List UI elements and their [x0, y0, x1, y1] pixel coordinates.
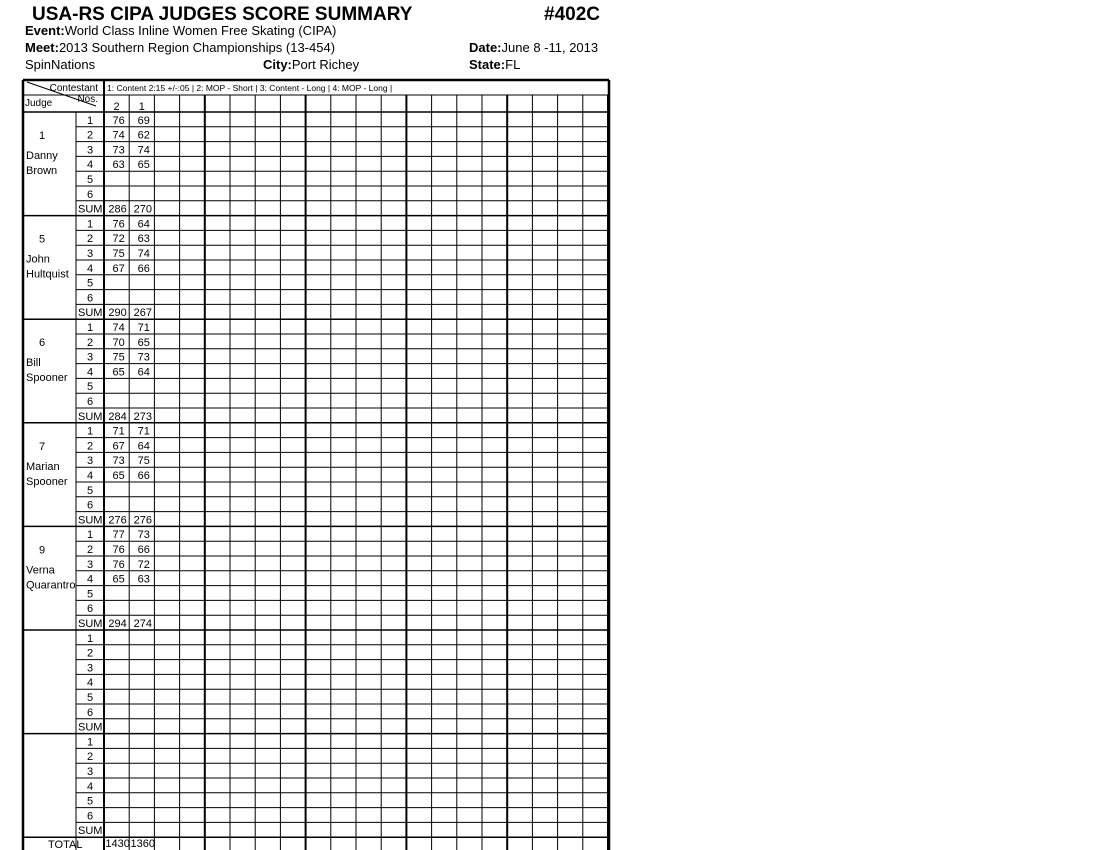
city-label: City:: [263, 57, 292, 72]
score-cell: 72: [112, 233, 125, 246]
row-label: SUM: [78, 618, 103, 630]
score-cell: 63: [112, 159, 125, 172]
sum-cell: 270: [133, 203, 152, 216]
contestant-number: 1: [138, 101, 145, 113]
sum-cell: 294: [108, 618, 127, 630]
sum-cell: 273: [133, 410, 152, 423]
score-cell: 66: [137, 470, 150, 482]
row-label: 1: [86, 736, 94, 749]
score-cell: 63: [137, 573, 150, 586]
score-cell: 76: [112, 114, 125, 127]
sum-cell: 290: [108, 307, 127, 320]
score-cell: 75: [112, 248, 125, 260]
row-label: 4: [86, 780, 94, 793]
corner-nos-label: Nos.: [77, 94, 98, 105]
state-value: FL: [505, 57, 521, 72]
row-label: 3: [86, 144, 94, 157]
total-label: TOTAL: [48, 839, 83, 850]
score-cell: 65: [112, 470, 125, 482]
judge-number: 6: [38, 337, 46, 350]
row-label: 4: [86, 470, 94, 482]
row-label: 2: [86, 336, 94, 349]
score-cell: 71: [112, 425, 125, 438]
row-label: 5: [86, 381, 94, 394]
score-cell: 67: [112, 262, 125, 275]
meet-value: 2013 Southern Region Championships (13-454): [58, 40, 336, 55]
row-label: 4: [86, 573, 94, 586]
score-cell: 73: [112, 144, 125, 157]
score-cell: 71: [137, 322, 150, 334]
row-label: 3: [86, 455, 94, 468]
row-label: 2: [86, 751, 94, 764]
row-label: 6: [86, 499, 94, 512]
judge-first-name: Verna: [26, 564, 55, 577]
score-cell: 66: [137, 262, 150, 275]
date-value: June 8 -11, 2013: [501, 40, 599, 55]
score-cell: 66: [137, 544, 150, 556]
score-cell: 74: [137, 144, 150, 157]
state-label: State:: [469, 57, 506, 72]
sum-cell: 286: [108, 203, 127, 216]
row-label: SUM: [78, 825, 103, 838]
row-label: 3: [86, 766, 94, 778]
score-cell: 76: [112, 544, 125, 556]
judge-first-name: Marian: [26, 460, 60, 473]
score-cell: 64: [137, 366, 150, 379]
judge-last-name: Spooner: [26, 475, 68, 488]
row-label: 5: [86, 484, 94, 497]
row-label: 1: [86, 529, 94, 542]
row-label: 2: [86, 440, 94, 453]
event-label: Event:: [25, 23, 65, 38]
score-cell: 71: [137, 425, 150, 438]
score-cell: 65: [112, 573, 125, 586]
judge-number: 5: [38, 233, 46, 246]
row-label: 3: [86, 248, 94, 260]
score-cell: 62: [137, 129, 150, 142]
score-cell: 75: [112, 351, 125, 364]
score-cell: 70: [112, 336, 125, 349]
row-label: SUM: [78, 410, 103, 423]
date-label: Date:: [469, 40, 502, 55]
row-label: 3: [86, 351, 94, 364]
score-cell: 73: [137, 529, 150, 542]
row-label: 3: [86, 662, 94, 675]
row-label: SUM: [78, 721, 103, 734]
row-label: 4: [86, 677, 94, 690]
row-label: 2: [86, 647, 94, 660]
row-label: SUM: [78, 514, 103, 527]
sum-cell: 274: [133, 618, 152, 630]
city-value: Port Richey: [291, 57, 360, 72]
total-cell: 1360: [130, 838, 156, 850]
corner-contestant-label: Contestant: [49, 83, 98, 94]
event-value: World Class Inline Women Free Skating (CIPA): [64, 23, 337, 38]
score-cell: 65: [137, 159, 150, 172]
score-cell: 73: [112, 455, 125, 468]
corner-judge-label: Judge: [25, 98, 53, 109]
row-label: 4: [86, 366, 94, 379]
score-cell: 77: [112, 529, 125, 542]
judge-last-name: Brown: [26, 165, 58, 177]
score-cell: 73: [137, 351, 150, 364]
row-label: 2: [86, 129, 94, 142]
judge-first-name: Danny: [26, 150, 58, 162]
row-label: 1: [86, 218, 94, 231]
judge-number: 9: [38, 544, 46, 557]
page-title: USA-RS CIPA JUDGES SCORE SUMMARY: [32, 4, 413, 25]
contestant-number: 2: [113, 101, 120, 113]
row-label: 4: [86, 262, 94, 275]
judge-first-name: John: [26, 253, 50, 266]
score-cell: 72: [137, 558, 150, 571]
row-label: 6: [86, 603, 94, 616]
row-label: 6: [86, 810, 94, 823]
total-cell: 1430: [105, 838, 130, 850]
score-cell: 64: [137, 218, 150, 231]
row-label: 3: [86, 558, 94, 571]
row-label: 2: [86, 544, 94, 556]
sum-cell: 284: [108, 410, 127, 423]
row-label: 1: [86, 425, 94, 438]
row-label: 6: [86, 396, 94, 408]
sum-cell: 267: [133, 307, 152, 320]
club-name: SpinNations: [25, 57, 96, 72]
score-cell: 64: [137, 440, 150, 453]
sum-cell: 276: [133, 514, 152, 527]
row-label: 6: [86, 706, 94, 719]
row-label: 5: [86, 692, 94, 704]
row-label: 2: [86, 233, 94, 246]
row-label: 5: [86, 795, 94, 808]
row-label: 1: [86, 114, 94, 127]
row-label: 6: [86, 188, 94, 201]
form-number: #402C: [544, 4, 600, 25]
row-label: 5: [86, 174, 94, 186]
score-cell: 67: [112, 440, 125, 453]
judge-number: 1: [38, 130, 46, 142]
row-label: SUM: [78, 203, 103, 216]
score-cell: 65: [137, 336, 150, 349]
row-label: 4: [86, 159, 94, 172]
score-cell: 65: [112, 366, 125, 379]
sum-cell: 276: [108, 514, 127, 527]
judge-last-name: Quarantro: [26, 579, 76, 592]
score-cell: 76: [112, 558, 125, 571]
row-label: 6: [86, 292, 94, 305]
score-cell: 76: [112, 218, 125, 231]
row-label: 1: [86, 632, 94, 645]
score-cell: 75: [137, 455, 150, 468]
row-label: 5: [86, 277, 94, 290]
score-cell: 74: [137, 248, 150, 260]
row-label: SUM: [78, 307, 103, 320]
row-label: 5: [86, 588, 94, 601]
score-cell: 69: [137, 114, 150, 127]
score-legend: 1: Content 2:15 +/-:05 | 2: MOP - Short | 3: Content - Long | 4: MOP - Long |: [107, 83, 393, 93]
score-cell: 74: [112, 129, 125, 142]
score-cell: 63: [137, 233, 150, 246]
judge-last-name: Hultquist: [26, 268, 69, 281]
judge-first-name: Bill: [26, 357, 41, 370]
judge-number: 7: [38, 440, 46, 453]
meet-label: Meet:: [25, 40, 59, 55]
score-cell: 74: [112, 322, 125, 334]
judge-last-name: Spooner: [26, 372, 68, 385]
row-label: 1: [86, 322, 94, 334]
